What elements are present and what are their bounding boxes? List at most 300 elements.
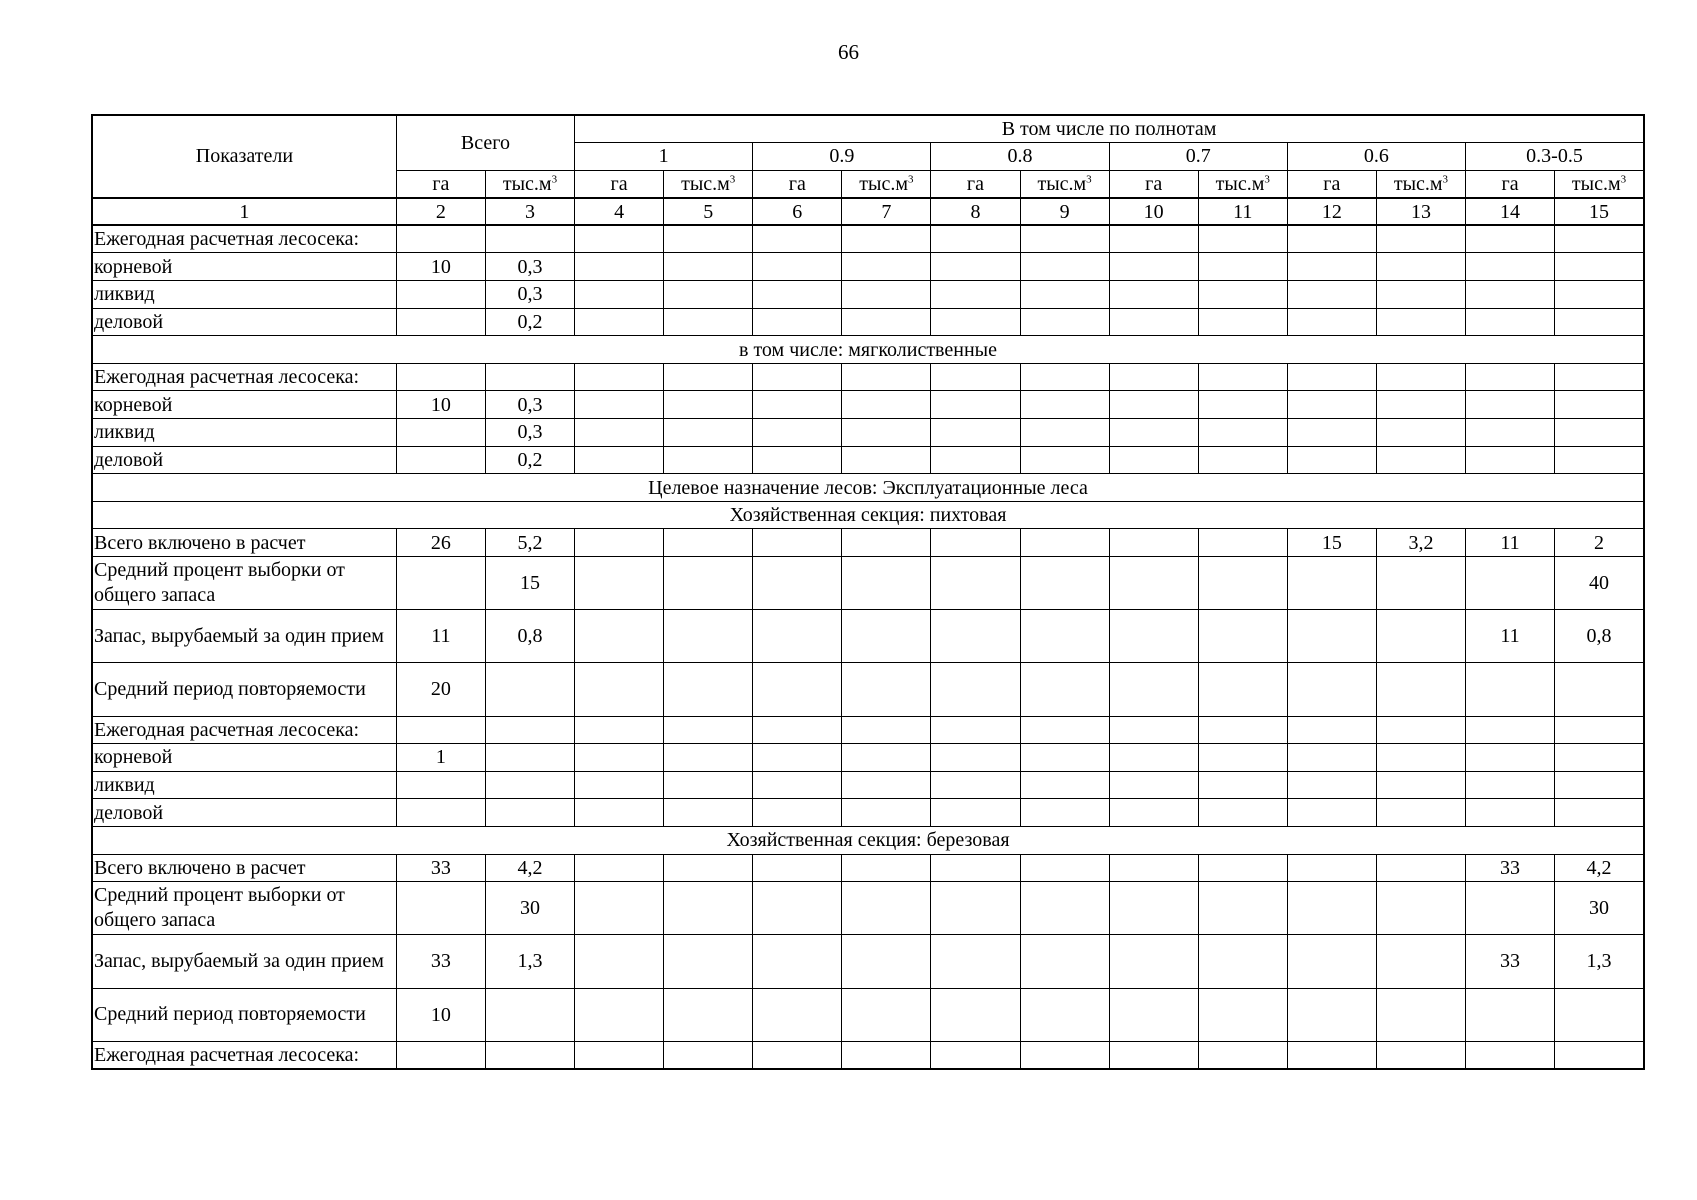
table-cell: 11 [396,610,485,663]
table-cell [753,391,842,419]
table-cell [753,253,842,281]
header-row-1 [92,115,1644,143]
table-cell [931,882,1020,935]
table-cell [485,363,574,391]
table-cell [1376,882,1465,935]
table-row [92,391,1644,419]
table-cell [931,663,1020,716]
table-cell [1555,225,1644,253]
column-number: 6 [753,198,842,226]
table-cell: 1,3 [485,935,574,988]
unit-area-label: га [1109,170,1198,198]
table-cell [1287,799,1376,827]
table-cell [753,308,842,336]
unit-volume-text: тыс.м [1037,172,1087,195]
table-cell [1376,935,1465,988]
table-cell: 33 [1465,854,1554,882]
table-cell [1465,771,1554,799]
forest-data-table [91,114,1645,1070]
table-cell [1020,391,1109,419]
table-cell [575,281,664,309]
table-cell [931,771,1020,799]
table-cell [1287,446,1376,474]
unit-volume-label [485,170,574,198]
table-cell [575,744,664,772]
table-cell [1376,854,1465,882]
table-row [92,225,1644,253]
table-cell [575,854,664,882]
page-number: 66 [838,40,859,64]
table-cell [1198,253,1287,281]
table-cell [575,882,664,935]
table-cell [1555,308,1644,336]
unit-area-label: га [396,170,485,198]
table-cell [1376,663,1465,716]
table-cell [1109,988,1198,1041]
table-cell [1109,253,1198,281]
table-cell [1020,799,1109,827]
table-cell [1020,988,1109,1041]
column-number: 7 [842,198,931,226]
table-cell [664,988,753,1041]
table-cell [842,308,931,336]
table-cell [1198,854,1287,882]
table-cell [842,988,931,1041]
row-label: корневой [92,744,396,772]
table-cell [1287,557,1376,610]
table-cell [753,610,842,663]
row-label: Ежегодная расчетная лесосека: [92,363,396,391]
table-cell [1465,281,1554,309]
table-cell [842,529,931,557]
table-cell [1109,744,1198,772]
table-cell [664,225,753,253]
table-cell [396,281,485,309]
table-cell [1287,716,1376,744]
table-cell [575,225,664,253]
row-label: Ежегодная расчетная лесосека: [92,1041,396,1069]
table-cell [931,391,1020,419]
table-cell: 33 [396,854,485,882]
table-cell [1198,988,1287,1041]
table-cell [1020,419,1109,447]
table-cell [575,446,664,474]
section-title: в том числе: мягколиственные [92,336,1644,364]
table-cell [931,716,1020,744]
unit-area-label: га [1465,170,1554,198]
row-label: Средний процент выборки от общего запаса [92,882,396,935]
table-cell [1109,391,1198,419]
table-cell [664,529,753,557]
table-cell [931,935,1020,988]
table-cell [1198,529,1287,557]
table-cell [842,419,931,447]
table-row [92,744,1644,772]
table-cell: 10 [396,988,485,1041]
table-cell [1109,281,1198,309]
table-cell [1376,225,1465,253]
table-cell [1376,610,1465,663]
table-cell [842,771,931,799]
column-number: 3 [485,198,574,226]
table-cell [485,663,574,716]
table-cell [1198,391,1287,419]
table-cell [575,557,664,610]
table-cell [1465,557,1554,610]
unit-volume-text: тыс.м [1393,172,1443,195]
section-title: Хозяйственная секция: пихтовая [92,501,1644,529]
table-cell [1555,281,1644,309]
table-cell [1376,716,1465,744]
table-cell [1287,610,1376,663]
table-cell [1020,854,1109,882]
unit-volume-label [1555,170,1644,198]
table-cell [396,771,485,799]
table-cell [931,253,1020,281]
table-cell [664,935,753,988]
header-indicators: Показатели [92,115,396,198]
table-cell [1109,363,1198,391]
table-cell [664,799,753,827]
table-body [92,225,1644,1068]
table-cell: 0,8 [1555,610,1644,663]
table-cell [1020,253,1109,281]
table-cell [1287,281,1376,309]
row-label: корневой [92,253,396,281]
table-cell [1465,1041,1554,1069]
section-title: Хозяйственная секция: березовая [92,826,1644,854]
table-cell [1198,557,1287,610]
column-number: 9 [1020,198,1109,226]
table-cell [575,610,664,663]
table-cell [1376,799,1465,827]
table-cell [753,557,842,610]
unit-volume-text: тыс.м [502,172,552,195]
table-cell [664,419,753,447]
table-cell [396,1041,485,1069]
table-cell [396,225,485,253]
table-cell [1109,446,1198,474]
row-label: Ежегодная расчетная лесосека: [92,225,396,253]
header-density: 0.8 [931,143,1109,171]
table-cell [575,529,664,557]
table-cell [931,988,1020,1041]
table-cell: 30 [1555,882,1644,935]
table-cell [1287,744,1376,772]
row-label: ликвид [92,419,396,447]
table-cell [664,446,753,474]
column-numbers-row [92,198,1644,226]
table-cell [485,744,574,772]
table-cell [1465,391,1554,419]
table-cell [1465,225,1554,253]
row-label: Средний процент выборки от общего запаса [92,557,396,610]
table-cell [931,744,1020,772]
table-cell [842,253,931,281]
table-cell [753,799,842,827]
table-cell [931,308,1020,336]
row-label: Ежегодная расчетная лесосека: [92,716,396,744]
table-cell [1376,771,1465,799]
row-label: Запас, вырубаемый за один прием [92,935,396,988]
table-cell: 11 [1465,610,1554,663]
table-cell [931,529,1020,557]
table-cell: 26 [396,529,485,557]
column-number: 8 [931,198,1020,226]
table-cell [842,716,931,744]
table-cell [1109,610,1198,663]
table-cell: 20 [396,663,485,716]
row-label: деловой [92,799,396,827]
table-cell [1198,308,1287,336]
table-cell [1198,1041,1287,1069]
table-row [92,1041,1644,1069]
unit-volume-superscript: 3 [729,173,736,186]
table-cell [664,308,753,336]
table-cell [664,716,753,744]
table-cell [753,716,842,744]
table-cell [1465,446,1554,474]
table-cell [1109,1041,1198,1069]
table-cell: 1 [396,744,485,772]
column-number: 12 [1287,198,1376,226]
table-cell [842,446,931,474]
table-cell [1198,744,1287,772]
table-cell [842,363,931,391]
table-cell [1020,935,1109,988]
table-cell [842,799,931,827]
unit-area-label: га [931,170,1020,198]
table-cell [753,281,842,309]
table-cell [1020,716,1109,744]
table-row [92,610,1644,663]
table-cell [1555,771,1644,799]
table-cell [753,225,842,253]
table-row [92,529,1644,557]
table-cell [1465,882,1554,935]
table-cell [931,281,1020,309]
table-cell [1376,281,1465,309]
table-cell [842,1041,931,1069]
table-cell [1020,446,1109,474]
table-cell [1020,610,1109,663]
table-cell [1376,419,1465,447]
table-cell [1287,253,1376,281]
table-cell [575,988,664,1041]
table-cell: 1,3 [1555,935,1644,988]
table-cell [753,771,842,799]
table-cell [931,446,1020,474]
table-row [92,882,1644,935]
table-cell [842,744,931,772]
table-cell [1020,557,1109,610]
table-cell [1109,799,1198,827]
table-cell [1376,557,1465,610]
table-cell [396,716,485,744]
row-label: Средний период повторяемости [92,663,396,716]
table-cell [931,854,1020,882]
table-cell [1465,663,1554,716]
unit-volume-label [1376,170,1465,198]
header-density: 0.7 [1109,143,1287,171]
table-cell [1376,391,1465,419]
table-cell [1465,988,1554,1041]
unit-area-label: га [575,170,664,198]
table-cell: 33 [1465,935,1554,988]
table-row [92,663,1644,716]
table-cell [664,610,753,663]
table-cell: 4,2 [1555,854,1644,882]
table-cell [842,663,931,716]
table-cell [1287,363,1376,391]
table-row [92,253,1644,281]
unit-volume-text: тыс.м [1215,172,1265,195]
unit-area-label: га [753,170,842,198]
table-cell [842,854,931,882]
table-row [92,716,1644,744]
table-cell [753,935,842,988]
column-number: 4 [575,198,664,226]
table-cell [931,799,1020,827]
table-cell [1198,225,1287,253]
table-cell [753,663,842,716]
table-cell [753,1041,842,1069]
table-cell: 11 [1465,529,1554,557]
table-cell [664,363,753,391]
table-cell [753,363,842,391]
table-cell [664,557,753,610]
table-row [92,771,1644,799]
table-cell [575,716,664,744]
table-cell [1465,253,1554,281]
table-cell [1376,308,1465,336]
table-cell [1555,1041,1644,1069]
table-cell [485,716,574,744]
table-cell [575,419,664,447]
row-label: деловой [92,446,396,474]
table-cell: 0,3 [485,281,574,309]
table-cell [396,799,485,827]
table-cell [1020,281,1109,309]
table-cell [1287,391,1376,419]
table-cell [1287,308,1376,336]
table-cell [1555,716,1644,744]
unit-volume-superscript: 3 [1620,173,1627,186]
table-cell [1198,716,1287,744]
table-cell [664,744,753,772]
table-cell [1465,308,1554,336]
row-label: Запас, вырубаемый за один прием [92,610,396,663]
column-number: 14 [1465,198,1554,226]
table-cell [575,363,664,391]
table-cell [753,419,842,447]
table-cell [1555,419,1644,447]
table-cell: 10 [396,391,485,419]
table-cell [664,1041,753,1069]
table-cell [753,882,842,935]
table-cell [1287,419,1376,447]
table-cell [1287,225,1376,253]
table-cell [1287,988,1376,1041]
column-number: 1 [92,198,396,226]
table-row [92,281,1644,309]
table-cell [396,882,485,935]
unit-volume-label [842,170,931,198]
table-cell: 15 [485,557,574,610]
table-row [92,419,1644,447]
unit-volume-label [1198,170,1287,198]
column-number: 2 [396,198,485,226]
table-cell: 15 [1287,529,1376,557]
table-cell [1287,854,1376,882]
table-cell [1109,529,1198,557]
table-cell [1198,663,1287,716]
table-cell [1109,308,1198,336]
table-cell [1020,529,1109,557]
table-cell [575,935,664,988]
table-cell [1020,225,1109,253]
table-cell [1198,771,1287,799]
table-cell [485,799,574,827]
table-cell [1198,363,1287,391]
row-label: корневой [92,391,396,419]
table-cell [842,391,931,419]
header-density: 0.9 [753,143,931,171]
unit-volume-superscript: 3 [1086,173,1092,186]
table-cell [842,882,931,935]
table-cell [1465,419,1554,447]
table-row [92,988,1644,1041]
table-cell [931,1041,1020,1069]
table-cell [664,391,753,419]
table-cell [1376,253,1465,281]
table-cell [931,557,1020,610]
table-cell [1109,716,1198,744]
table-header [92,115,1644,225]
table-row [92,446,1644,474]
table-row [92,308,1644,336]
table-cell [1555,363,1644,391]
table-cell [1020,882,1109,935]
table-cell [1020,308,1109,336]
table-cell [1287,663,1376,716]
table-cell [753,988,842,1041]
table-cell [1109,225,1198,253]
row-label: ликвид [92,771,396,799]
table-row [92,799,1644,827]
section-row [92,474,1644,502]
table-cell [842,281,931,309]
unit-volume-text: тыс.м [681,172,730,195]
table-cell [1020,1041,1109,1069]
table-cell [1198,610,1287,663]
table-cell [396,419,485,447]
table-cell: 40 [1555,557,1644,610]
table-cell [664,854,753,882]
table-cell [842,610,931,663]
row-label: Всего включено в расчет [92,854,396,882]
unit-volume-superscript: 3 [907,173,914,186]
table-cell: 2 [1555,529,1644,557]
table-cell [575,771,664,799]
table-cell [1555,744,1644,772]
table-cell [1109,935,1198,988]
table-cell [1287,935,1376,988]
table-cell [931,225,1020,253]
table-cell: 0,2 [485,308,574,336]
table-cell [1555,663,1644,716]
table-row [92,557,1644,610]
